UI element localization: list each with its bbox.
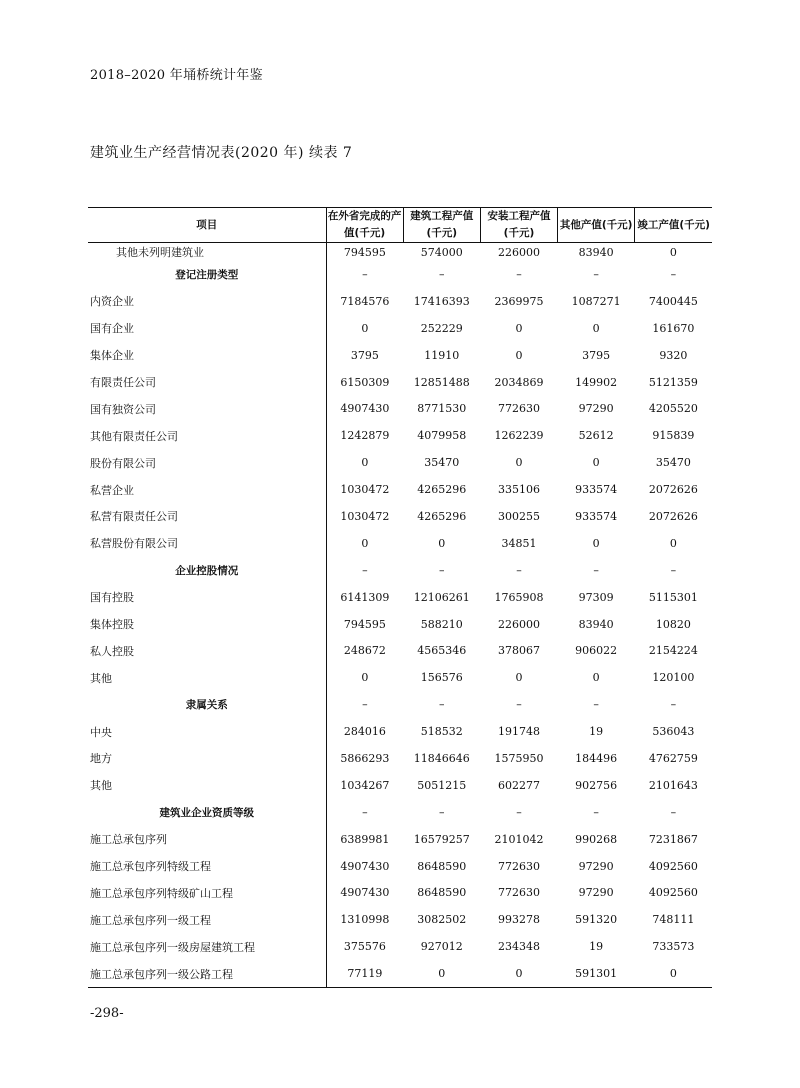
value-cell: 933574: [575, 509, 618, 523]
row-label: 其他: [88, 664, 326, 691]
value-cell: 375576: [343, 940, 386, 954]
page-number: -298-: [90, 1006, 124, 1021]
value-cell: 17416393: [413, 294, 470, 308]
value-cell: 902756: [575, 778, 618, 792]
table-row: [88, 960, 712, 987]
value-cell: 35470: [424, 456, 460, 470]
value-cell: –: [670, 805, 677, 819]
column-header-item: 项目: [88, 208, 326, 243]
value-cell: 4092560: [648, 886, 698, 900]
table-row: [88, 369, 712, 396]
value-cell: –: [670, 267, 677, 281]
value-cell: –: [362, 563, 368, 577]
header-row: [88, 208, 712, 243]
value-cell: 97309: [578, 590, 614, 604]
value-cell: 184496: [575, 751, 618, 765]
value-cell: 226000: [497, 617, 540, 631]
row-label: 中央: [88, 718, 326, 745]
value-cell: 83940: [578, 245, 614, 259]
value-cell: 1030472: [340, 509, 390, 523]
value-cell: 1034267: [340, 778, 390, 792]
row-label: 集体控股: [88, 611, 326, 638]
value-cell: 5115301: [648, 590, 698, 604]
data-table-container: [88, 207, 712, 988]
row-label: 国有独资公司: [88, 395, 326, 422]
value-cell: 248672: [343, 644, 386, 658]
value-cell: 300255: [497, 509, 540, 523]
value-cell: –: [516, 267, 522, 281]
value-cell: 19: [589, 940, 604, 954]
value-cell: 149902: [575, 375, 618, 389]
value-cell: 794595: [343, 245, 386, 259]
value-cell: 1262239: [494, 429, 544, 443]
value-cell: 0: [361, 536, 369, 550]
value-cell: 16579257: [413, 832, 470, 846]
row-label: 施工总承包序列特级矿山工程: [88, 879, 326, 906]
section-label: 隶属关系: [88, 691, 326, 718]
value-cell: 772630: [497, 859, 540, 873]
table-row: [88, 826, 712, 853]
value-cell: 156576: [420, 671, 463, 685]
value-cell: 0: [669, 245, 677, 259]
value-cell: 2034869: [494, 375, 544, 389]
value-cell: 0: [361, 456, 369, 470]
value-cell: 19: [589, 725, 604, 739]
value-cell: 335106: [497, 483, 540, 497]
value-cell: 1242879: [340, 429, 390, 443]
column-header-construction: 建筑工程产值(千元): [403, 208, 480, 243]
value-cell: 8648590: [417, 859, 467, 873]
table-row: [88, 664, 712, 691]
value-cell: 794595: [343, 617, 386, 631]
value-cell: 83940: [578, 617, 614, 631]
yearbook-header: 2018–2020 年埇桥统计年鉴: [90, 68, 263, 83]
section-row: [88, 799, 712, 826]
value-cell: 191748: [497, 725, 540, 739]
row-label: 私营企业: [88, 476, 326, 503]
value-cell: 602277: [497, 778, 540, 792]
row-label: 施工总承包序列一级公路工程: [88, 960, 326, 987]
value-cell: 4079958: [417, 429, 467, 443]
table-row: [88, 772, 712, 799]
value-cell: 4092560: [648, 859, 698, 873]
value-cell: 284016: [343, 725, 386, 739]
value-cell: 5121359: [648, 375, 698, 389]
table-title: 建筑业生产经营情况表(2020 年) 续表 7: [90, 145, 353, 161]
value-cell: 2369975: [494, 294, 544, 308]
value-cell: 3795: [582, 348, 611, 362]
value-cell: 0: [438, 967, 446, 981]
value-cell: 574000: [420, 245, 463, 259]
table-row: [88, 584, 712, 611]
value-cell: 2101042: [494, 832, 544, 846]
value-cell: 0: [592, 456, 600, 470]
value-cell: 0: [515, 967, 523, 981]
table-row: [88, 853, 712, 880]
value-cell: 6150309: [340, 375, 390, 389]
value-cell: –: [362, 267, 368, 281]
value-cell: 906022: [575, 644, 618, 658]
value-cell: 0: [592, 536, 600, 550]
value-cell: 0: [592, 671, 600, 685]
column-header-installation: 安装工程产值(千元): [480, 208, 557, 243]
value-cell: 1575950: [494, 751, 544, 765]
value-cell: 927012: [420, 940, 463, 954]
value-cell: 97290: [578, 402, 614, 416]
value-cell: –: [670, 698, 677, 712]
section-label: 建筑业企业资质等级: [88, 799, 326, 826]
row-label: 内资企业: [88, 288, 326, 315]
value-cell: 0: [515, 456, 523, 470]
value-cell: 378067: [497, 644, 540, 658]
value-cell: 0: [669, 536, 677, 550]
value-cell: 3795: [350, 348, 379, 362]
value-cell: 0: [361, 671, 369, 685]
table-row: [88, 342, 712, 369]
value-cell: 591320: [575, 913, 618, 927]
row-label: 施工总承包序列特级工程: [88, 853, 326, 880]
row-label: 其他未列明建筑业: [88, 243, 326, 262]
value-cell: 2101643: [648, 778, 698, 792]
value-cell: 1310998: [340, 913, 390, 927]
value-cell: 120100: [652, 671, 695, 685]
table-row: [88, 422, 712, 449]
table-row: [88, 503, 712, 530]
value-cell: 733573: [652, 940, 695, 954]
value-cell: 97290: [578, 886, 614, 900]
value-cell: –: [670, 563, 677, 577]
row-label: 地方: [88, 745, 326, 772]
value-cell: 0: [515, 321, 523, 335]
value-cell: 933574: [575, 483, 618, 497]
table-row: [88, 611, 712, 638]
section-row: [88, 691, 712, 718]
value-cell: 9320: [659, 348, 688, 362]
value-cell: –: [593, 698, 599, 712]
value-cell: 2072626: [648, 509, 698, 523]
value-cell: 772630: [497, 886, 540, 900]
value-cell: 12851488: [413, 375, 470, 389]
table-header: [88, 208, 712, 243]
value-cell: 518532: [420, 725, 463, 739]
value-cell: 11846646: [413, 751, 470, 765]
value-cell: 4907430: [340, 859, 390, 873]
value-cell: 8648590: [417, 886, 467, 900]
table-row: [88, 637, 712, 664]
value-cell: 7231867: [648, 832, 698, 846]
value-cell: 591301: [575, 967, 618, 981]
value-cell: 7184576: [340, 294, 390, 308]
value-cell: 915839: [652, 429, 695, 443]
value-cell: 8771530: [417, 402, 467, 416]
value-cell: 1087271: [571, 294, 621, 308]
table-row: [88, 879, 712, 906]
value-cell: 4907430: [340, 886, 390, 900]
value-cell: –: [439, 698, 445, 712]
table-row: [88, 476, 712, 503]
row-label: 集体企业: [88, 342, 326, 369]
value-cell: 0: [361, 321, 369, 335]
row-label: 施工总承包序列一级工程: [88, 906, 326, 933]
value-cell: –: [516, 698, 522, 712]
table-row: [88, 395, 712, 422]
value-cell: 1765908: [494, 590, 544, 604]
value-cell: 161670: [652, 321, 695, 335]
value-cell: 4762759: [648, 751, 698, 765]
section-row: [88, 557, 712, 584]
table-row: [88, 745, 712, 772]
value-cell: 990268: [575, 832, 618, 846]
value-cell: 0: [515, 671, 523, 685]
value-cell: 1030472: [340, 483, 390, 497]
row-label: 施工总承包序列: [88, 826, 326, 853]
value-cell: 234348: [497, 940, 540, 954]
value-cell: 588210: [420, 617, 463, 631]
row-label: 其他有限责任公司: [88, 422, 326, 449]
value-cell: 3082502: [417, 913, 467, 927]
row-label: 国有企业: [88, 315, 326, 342]
construction-output-table: [88, 208, 712, 987]
value-cell: 35470: [655, 456, 691, 470]
value-cell: 226000: [497, 245, 540, 259]
value-cell: 4265296: [417, 483, 467, 497]
row-label: 有限责任公司: [88, 369, 326, 396]
value-cell: 993278: [497, 913, 540, 927]
value-cell: –: [593, 563, 599, 577]
value-cell: 2072626: [648, 483, 698, 497]
value-cell: 748111: [652, 913, 695, 927]
value-cell: 4565346: [417, 644, 467, 658]
value-cell: 0: [438, 536, 446, 550]
row-label: 股份有限公司: [88, 449, 326, 476]
value-cell: 12106261: [413, 590, 470, 604]
value-cell: 4205520: [648, 402, 698, 416]
value-cell: 2154224: [648, 644, 698, 658]
section-label: 登记注册类型: [88, 261, 326, 288]
row-label: 私营有限责任公司: [88, 503, 326, 530]
value-cell: 6141309: [340, 590, 390, 604]
value-cell: 10820: [655, 617, 691, 631]
section-label: 企业控股情况: [88, 557, 326, 584]
value-cell: 11910: [424, 348, 460, 362]
table-row: [88, 933, 712, 960]
row-label: 私人控股: [88, 637, 326, 664]
value-cell: 536043: [652, 725, 695, 739]
value-cell: 0: [592, 321, 600, 335]
value-cell: 77119: [347, 967, 383, 981]
value-cell: 772630: [497, 402, 540, 416]
value-cell: 34851: [501, 536, 537, 550]
value-cell: 6389981: [340, 832, 390, 846]
table-row: [88, 449, 712, 476]
table-row: [88, 718, 712, 745]
value-cell: –: [593, 267, 599, 281]
value-cell: 5866293: [340, 751, 390, 765]
table-body: [88, 243, 712, 988]
value-cell: –: [593, 805, 599, 819]
value-cell: 97290: [578, 859, 614, 873]
value-cell: –: [516, 563, 522, 577]
section-row: [88, 261, 712, 288]
value-cell: –: [362, 805, 368, 819]
value-cell: –: [439, 805, 445, 819]
value-cell: 7400445: [648, 294, 698, 308]
table-row: [88, 288, 712, 315]
value-cell: 4907430: [340, 402, 390, 416]
value-cell: –: [362, 698, 368, 712]
value-cell: 252229: [420, 321, 463, 335]
value-cell: 52612: [578, 429, 614, 443]
row-label: 其他: [88, 772, 326, 799]
row-label: 国有控股: [88, 584, 326, 611]
value-cell: 4265296: [417, 509, 467, 523]
table-row: [88, 906, 712, 933]
value-cell: 0: [515, 348, 523, 362]
table-row: [88, 530, 712, 557]
value-cell: –: [516, 805, 522, 819]
row-label: 私营股份有限公司: [88, 530, 326, 557]
value-cell: 0: [669, 967, 677, 981]
value-cell: 5051215: [417, 778, 467, 792]
value-cell: –: [439, 267, 445, 281]
table-row: [88, 315, 712, 342]
column-header-out-of-province: 在外省完成的产值(千元): [326, 208, 403, 243]
row-label: 施工总承包序列一级房屋建筑工程: [88, 933, 326, 960]
table-row: [88, 243, 712, 262]
column-header-completed: 竣工产值(千元): [635, 208, 712, 243]
value-cell: –: [439, 563, 445, 577]
column-header-other-output: 其他产值(千元): [558, 208, 635, 243]
